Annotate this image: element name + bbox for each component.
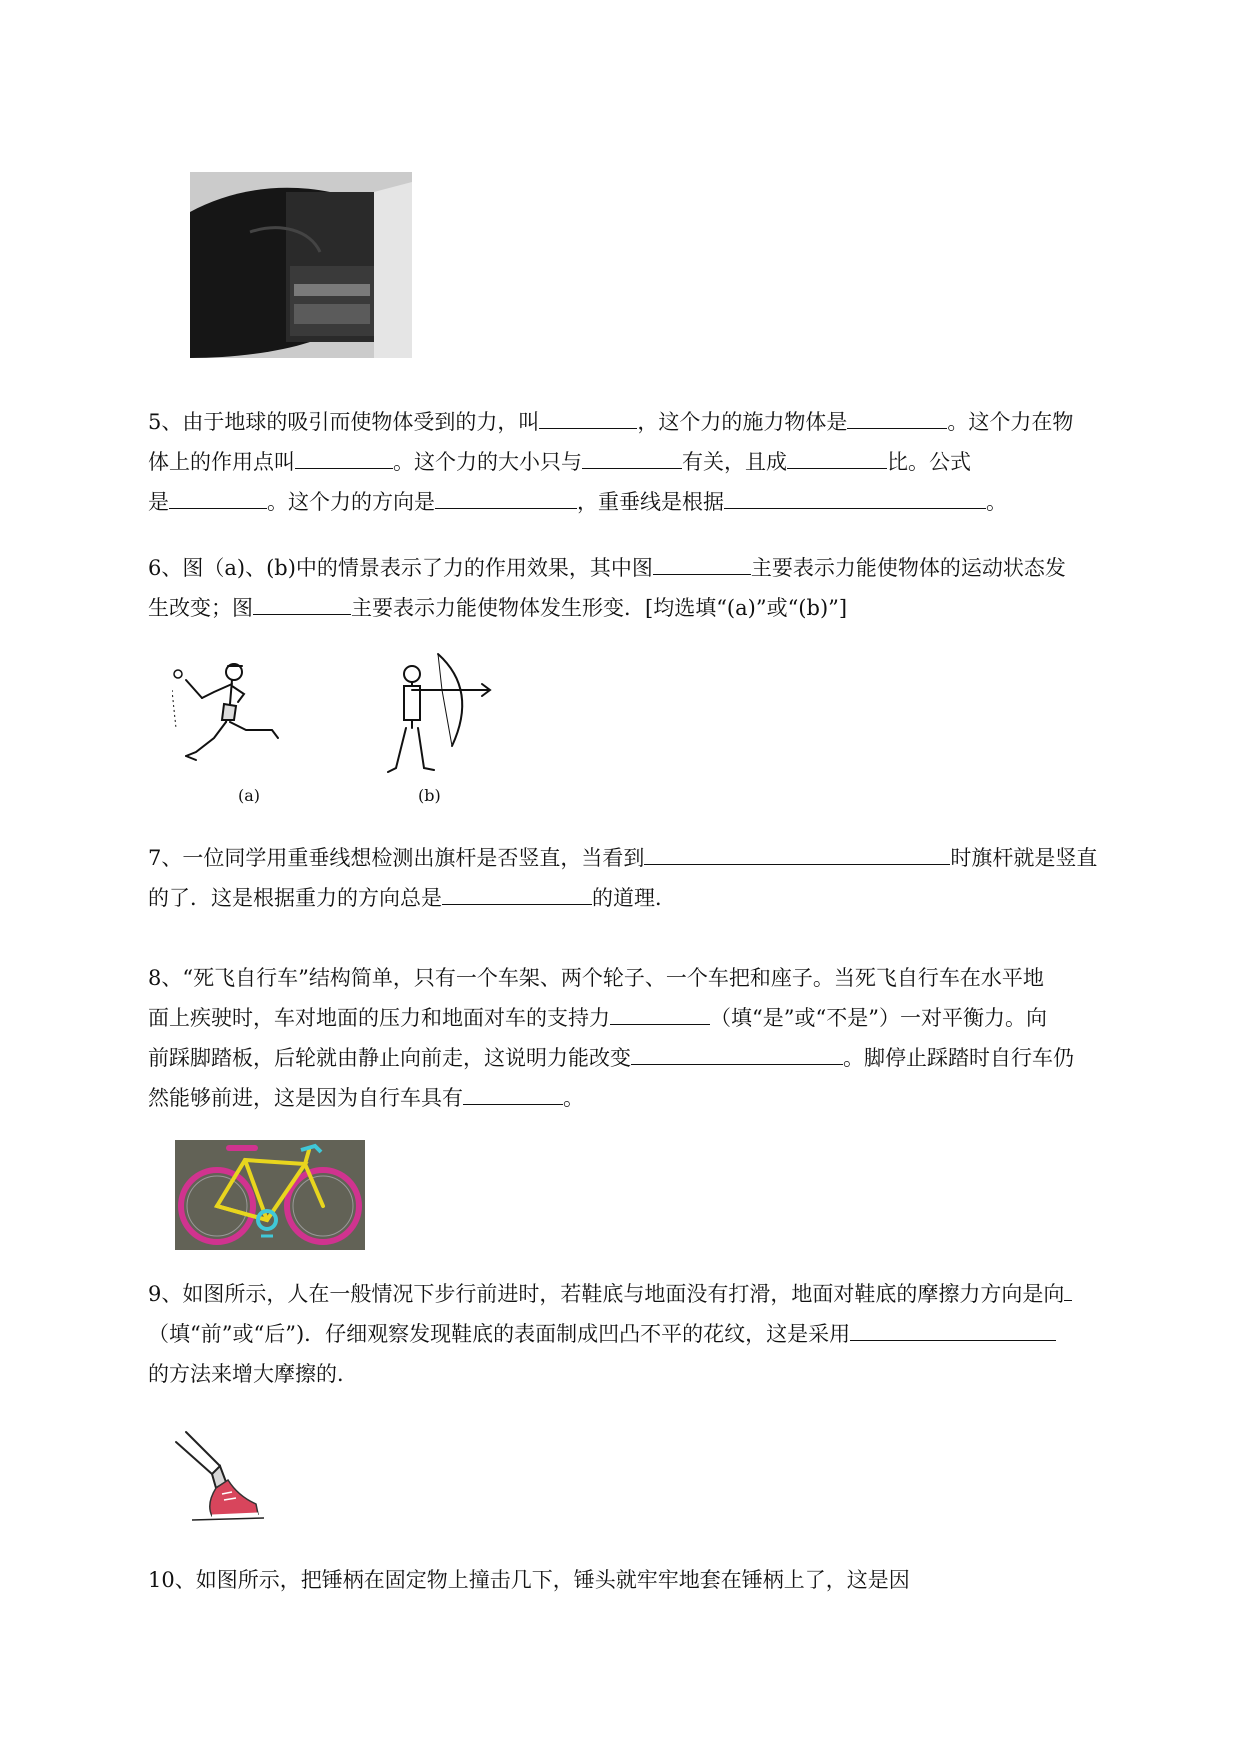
question-9 (148, 1274, 1148, 1394)
q9-line3: 的方法来增大摩擦的． (148, 1362, 358, 1386)
q5-line1 (148, 402, 1148, 442)
q5-line2 (148, 442, 1148, 482)
q7-text: 7、一位同学用重垂线想检测出旗杆是否竖直，当看到 (148, 846, 645, 870)
figure-a-caption: (a) (238, 786, 261, 805)
q9-text: （填“前”或“后”)．仔细观察发现鞋底的表面制成凹凸不平的花纹，这是采用 (148, 1322, 851, 1346)
q5-text: 有关，且成 (682, 450, 787, 474)
walking-shoe-figure (172, 1430, 272, 1522)
q7-text: 时旗杆就是竖直 (950, 846, 1098, 870)
q10-line1: 10、如图所示，把锤柄在固定物上撞击几下，锤头就牢牢地套在锤柄上了，这是因 (148, 1568, 910, 1592)
q5-line3 (148, 482, 1148, 522)
q5-blank-8[interactable] (724, 486, 986, 509)
q7-text: 的了．这是根据重力的方向总是 (148, 886, 442, 910)
q5-blank-1[interactable] (539, 406, 637, 429)
q8-blank-2[interactable] (631, 1042, 843, 1065)
q5-text: ，重垂线是根据 (577, 490, 724, 514)
q6-text: 主要表示力能使物体的运动状态发 (750, 556, 1066, 580)
q9-line2 (148, 1314, 1148, 1354)
q9-blank-2[interactable] (850, 1318, 1056, 1341)
q5-text: 。这个力的大小只与 (393, 450, 582, 474)
q9-line1 (148, 1274, 1148, 1314)
q6-text: 生改变；图 (148, 596, 253, 620)
q9-blank-1[interactable] (1064, 1278, 1072, 1301)
q5-blank-3[interactable] (295, 446, 393, 469)
q5-blank-6[interactable] (169, 486, 267, 509)
q8-text: 。脚停止踩踏时自行车仍 (843, 1046, 1074, 1070)
q9-text: 9、如图所示，人在一般情况下步行前进时，若鞋底与地面没有打滑，地面对鞋底的摩擦力方向是向 (148, 1282, 1065, 1306)
q8-text: 。 (563, 1086, 584, 1110)
q5-blank-5[interactable] (787, 446, 887, 469)
archer-figure (378, 650, 498, 782)
q5-text: ，这个力的施力物体是 (637, 410, 848, 434)
q7-blank-1[interactable] (644, 842, 950, 865)
q8-line1: 8、“死飞自行车”结构简单，只有一个车架、两个轮子、一个车把和座子。当死飞自行车在水平地 (148, 966, 1044, 990)
q5-text: 5、由于地球的吸引而使物体受到的力，叫 (148, 410, 540, 434)
q7-blank-2[interactable] (442, 882, 592, 905)
q5-blank-4[interactable] (582, 446, 682, 469)
q6-line2 (148, 588, 1148, 628)
q5-blank-7[interactable] (435, 486, 577, 509)
figure-b-caption: (b) (418, 786, 441, 805)
q8-line3 (148, 1038, 1148, 1078)
q8-line2 (148, 998, 1148, 1038)
q8-line4 (148, 1078, 1148, 1118)
q8-text: 然能够前进，这是因为自行车具有 (148, 1086, 463, 1110)
q7-line1 (148, 838, 1148, 878)
question-5 (148, 402, 1148, 522)
q5-text: 体上的作用点叫 (148, 450, 295, 474)
q5-blank-2[interactable] (847, 406, 947, 429)
question-8 (148, 958, 1148, 1118)
q6-text: 6、图（a)、(b)中的情景表示了力的作用效果，其中图 (148, 556, 653, 580)
q5-text: 是 (148, 490, 169, 514)
q6-text: 主要表示力能使物体发生形变．[均选填“(a)”或“(b)”] (351, 596, 848, 620)
question-10 (148, 1560, 1148, 1600)
q8-text: 前踩脚踏板，后轮就由静止向前走，这说明力能改变 (148, 1046, 631, 1070)
q8-text: 面上疾驶时，车对地面的压力和地面对车的支持力 (148, 1006, 610, 1030)
q5-text: 比。公式 (887, 450, 971, 474)
q8-blank-1[interactable] (610, 1002, 710, 1025)
q8-text: （填“是”或“不是”）一对平衡力。向 (710, 1006, 1047, 1030)
fixed-gear-bicycle-photo (175, 1140, 365, 1250)
hand-jar-photo (190, 172, 412, 358)
q6-blank-1[interactable] (653, 552, 751, 575)
q6-line1 (148, 548, 1148, 588)
q5-text: 。 (986, 490, 1007, 514)
q7-text: 的道理． (592, 886, 676, 910)
q5-text: 。这个力的方向是 (267, 490, 435, 514)
q6-blank-2[interactable] (253, 592, 351, 615)
q8-blank-3[interactable] (463, 1082, 563, 1105)
batter-figure (172, 660, 302, 780)
q7-line2 (148, 878, 1148, 918)
q5-text: 。这个力在物 (947, 410, 1074, 434)
question-7 (148, 838, 1148, 918)
question-6 (148, 548, 1148, 628)
